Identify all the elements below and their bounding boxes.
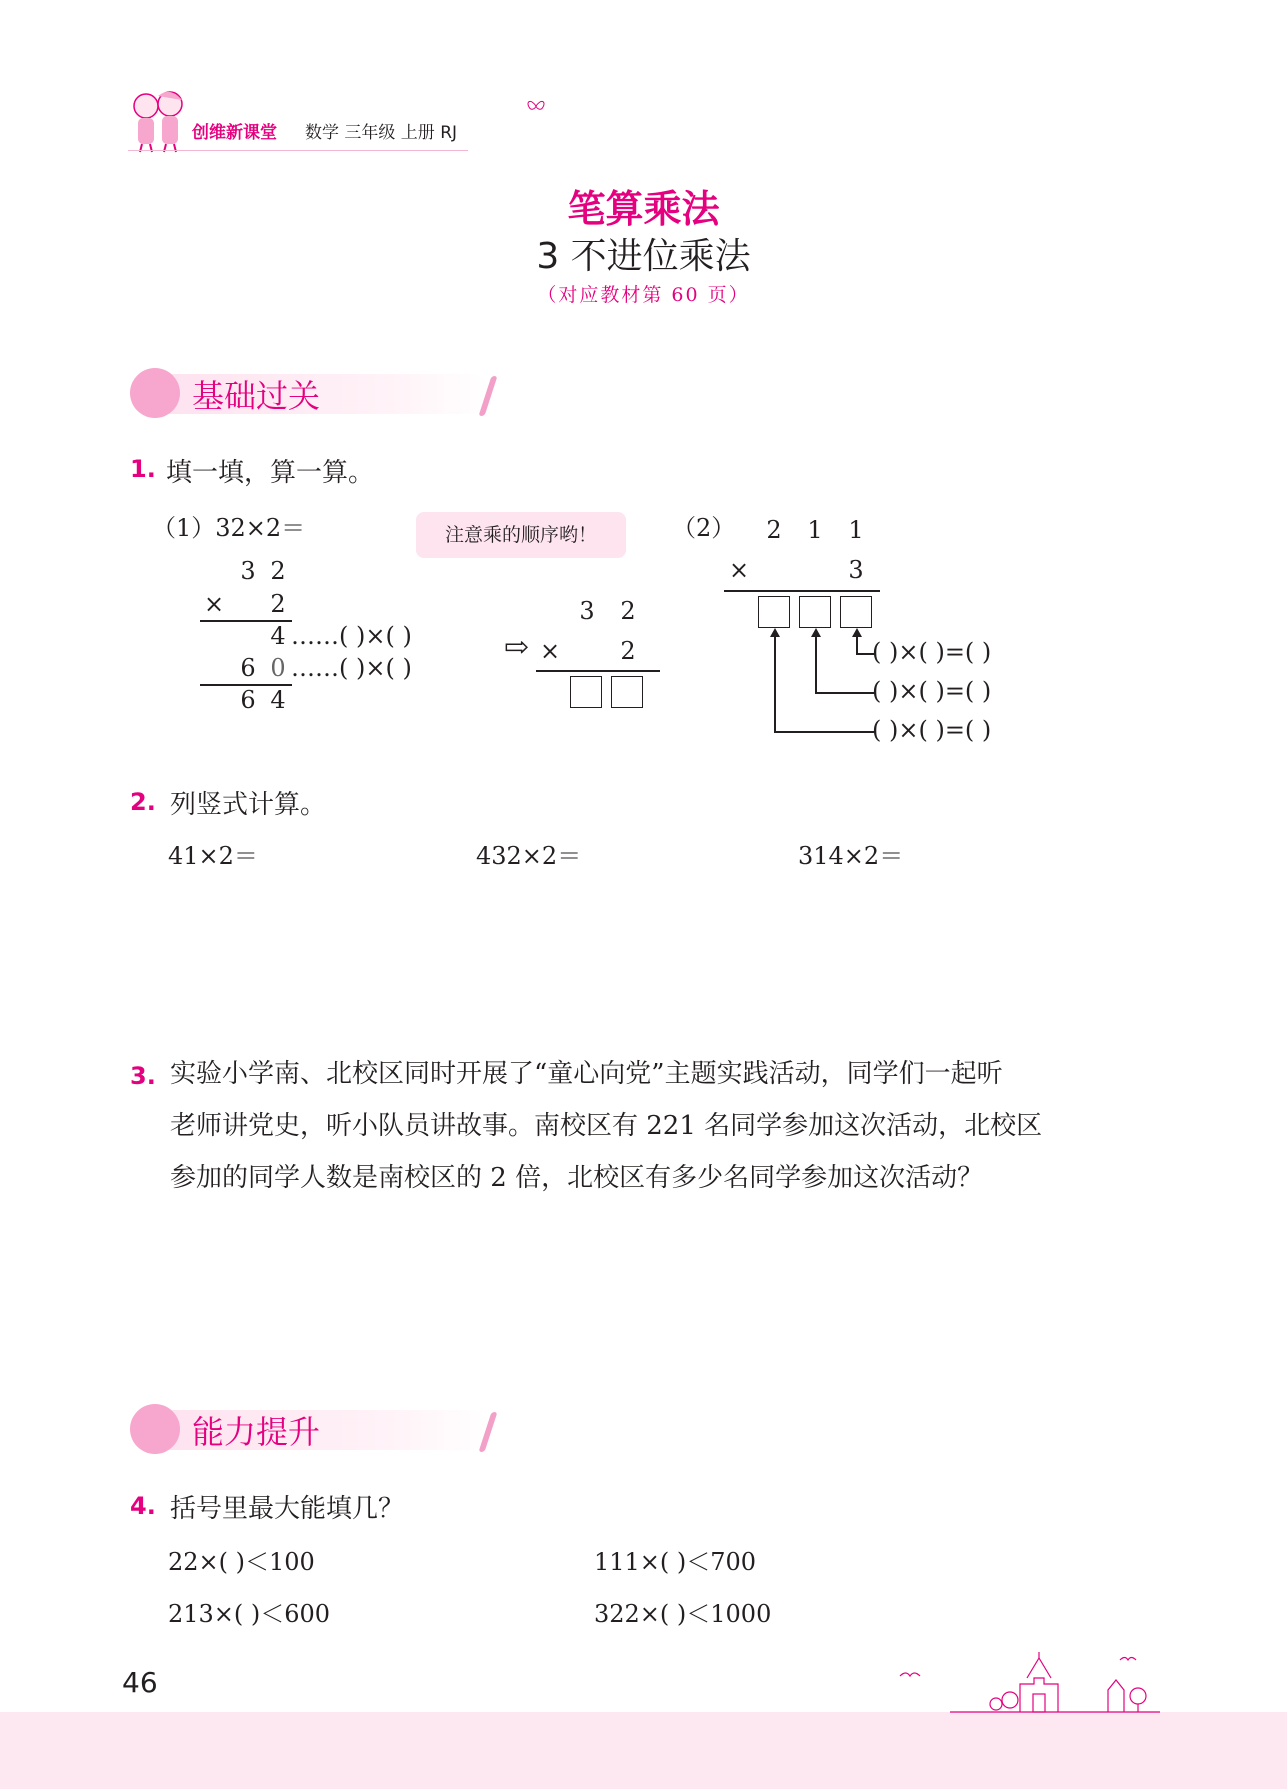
question-text-4: 括号里最大能填几？	[170, 1494, 405, 1524]
question-text-1: 填一填，算一算。	[166, 458, 375, 488]
q1-part1-label: （1）32×2＝	[152, 514, 306, 542]
q1p2-top-digit: 2	[766, 516, 782, 544]
section-title-advanced: 能力提升	[192, 1413, 321, 1451]
q1p1-right-digit: 2	[620, 637, 636, 665]
butterfly-icon	[526, 98, 546, 114]
textbook-reference: （对应教材第 60 页）	[537, 284, 750, 306]
cartoon-face-icon	[130, 368, 180, 418]
header-underline	[128, 150, 468, 151]
q4-item-3: 213×( )＜600	[168, 1600, 331, 1628]
header-book-info: 数学 三年级 上册 RJ	[305, 123, 458, 143]
q1p1-digit: 0	[270, 654, 286, 682]
q1p2-times: ×	[728, 556, 750, 584]
page-number: 46	[122, 1666, 158, 1699]
question-number-3: 3.	[130, 1062, 156, 1090]
implies-arrow-icon: ⇨	[504, 630, 530, 665]
q3-line-3: 参加的同学人数是南校区的 2 倍，北校区有多少名同学参加这次活动？	[170, 1163, 984, 1193]
q1p1-right-times: ×	[539, 637, 561, 665]
q1p2-rule	[724, 590, 880, 592]
q2-item-1: 41×2＝	[168, 842, 258, 870]
q4-item-1: 22×( )＜100	[168, 1548, 315, 1576]
q3-line-2: 老师讲党史，听小队员讲故事。南校区有 221 名同学参加这次活动，北校区	[170, 1111, 1043, 1141]
header-kids-illustration	[128, 88, 190, 154]
q2-item-3: 314×2＝	[798, 842, 904, 870]
q1p2-multiplier: 3	[848, 556, 864, 584]
answer-box-tens[interactable]	[799, 596, 831, 628]
cartoon-face-icon	[130, 1404, 180, 1454]
section-title-basic: 基础过关	[192, 377, 321, 415]
q1p1-times: ×	[203, 590, 225, 618]
arrow-up-icon	[810, 628, 822, 638]
connector-hundreds	[774, 632, 776, 732]
connector-tens-h	[815, 692, 874, 694]
q1p1-right-digit: 2	[620, 597, 636, 625]
answer-box[interactable]	[570, 676, 602, 708]
q1p1-right-rule	[536, 670, 660, 672]
q1p1-digit: 2	[270, 557, 286, 585]
footer-band	[0, 1712, 1287, 1789]
page-title: 笔算乘法	[567, 187, 720, 231]
q1p1-right-digit: 3	[579, 597, 595, 625]
question-number-2: 2.	[130, 788, 156, 816]
connector-hundreds-h	[774, 731, 874, 733]
q2-item-2: 432×2＝	[476, 842, 582, 870]
castle-illustration	[890, 1650, 1160, 1716]
section-badge-advanced	[130, 1404, 500, 1454]
q1p2-blank-row-3: ( )×( )=( )	[872, 716, 992, 744]
q1p2-blank-row-2: ( )×( )=( )	[872, 677, 992, 705]
q4-item-2: 111×( )＜700	[594, 1548, 757, 1576]
question-number-4: 4.	[130, 1492, 156, 1520]
q1p1-blank-row-2: ……( )×( )	[291, 654, 412, 682]
lesson-title: 3 不进位乘法	[536, 236, 751, 277]
question-text-2: 列竖式计算。	[170, 790, 327, 820]
q1p2-top-digit: 1	[848, 516, 864, 544]
q1p1-digit: 4	[270, 686, 286, 714]
answer-box-hundreds[interactable]	[758, 596, 790, 628]
answer-box-ones[interactable]	[840, 596, 872, 628]
arrow-up-icon	[769, 628, 781, 638]
answer-box[interactable]	[611, 676, 643, 708]
section-badge-basic	[130, 368, 500, 418]
arrow-up-icon	[851, 628, 863, 638]
q1p1-digit: 4	[270, 622, 286, 650]
q1-part2-label: （2）	[672, 514, 736, 542]
q4-item-4: 322×( )＜1000	[594, 1600, 772, 1628]
q1p2-blank-row-1: ( )×( )=( )	[872, 638, 992, 666]
header-brand: 创维新课堂	[192, 123, 277, 143]
question-number-1: 1.	[130, 455, 156, 483]
q1p1-blank-row-1: ……( )×( )	[291, 622, 412, 650]
q1p1-digit: 3	[240, 557, 256, 585]
q1p1-digit: 2	[270, 590, 286, 618]
tip-note: 注意乘的顺序哟！	[416, 512, 626, 558]
q1p1-digit: 6	[240, 686, 256, 714]
q1p1-digit: 6	[240, 654, 256, 682]
q3-line-1: 实验小学南、北校区同时开展了“童心向党”主题实践活动，同学们一起听	[170, 1059, 1003, 1089]
connector-tens	[815, 632, 817, 693]
q1p2-top-digit: 1	[807, 516, 823, 544]
